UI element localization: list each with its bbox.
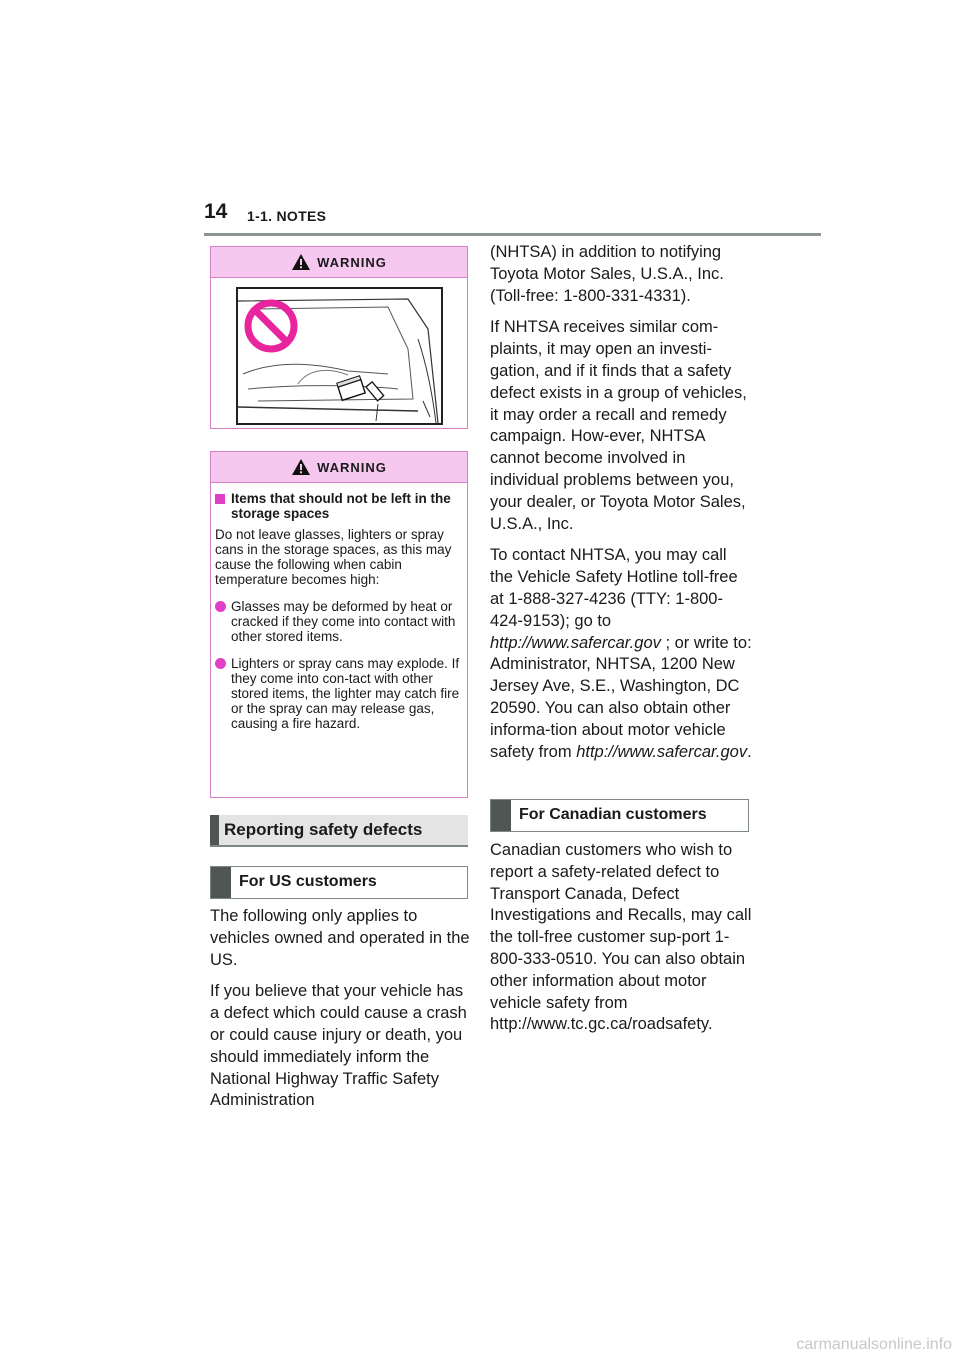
heading-bar bbox=[211, 867, 231, 898]
warning-label: WARNING bbox=[317, 254, 387, 270]
contact-text-b: ; or write to: Administrator, NHTSA, 1200 New Jersey Ave, S.E., Washington, DC 20590. You can also obtain other informa-tion about motor vehicle safety from bbox=[490, 633, 752, 761]
warning-box-storage bbox=[210, 451, 468, 798]
right-paragraph-2: If NHTSA receives similar com-plaints, it may open an investi-gation, and if it finds that a safety defect exists in a group of vehicles, it may order a recall and remedy campaign. How-ever, NHTSA cannot become involved in individual problems between you, your dealer, or Toyota Motor Sales, U.S.A., Inc. bbox=[490, 318, 747, 533]
right-paragraph-1: (NHTSA) in addition to notifying Toyota Motor Sales, U.S.A., Inc. (Toll-free: 1-800-331-4331). bbox=[490, 243, 724, 305]
storage-space-illustration bbox=[236, 287, 443, 425]
warning-subheading-text: Items that should not be left in the storage spaces bbox=[231, 491, 451, 521]
canadian-customers-heading-text: For Canadian customers bbox=[519, 806, 707, 823]
warning-triangle-icon bbox=[291, 253, 311, 271]
section-title: 1-1. NOTES bbox=[247, 208, 327, 224]
us-body bbox=[210, 906, 472, 1122]
safercar-link[interactable]: http://www.safercar.gov bbox=[490, 633, 661, 652]
warning-triangle-icon bbox=[291, 458, 311, 476]
us-paragraph-1: The following only applies to vehicles owned and operated in the US. bbox=[210, 907, 470, 969]
warning-bullet-text: Lighters or spray cans may explode. If they come into con-tact with other stored items, the lighter may catch fire or the spray can may release gas, causing a fire hazard. bbox=[231, 656, 460, 731]
safercar-link-2[interactable]: http://www.safercar.gov bbox=[576, 742, 748, 761]
warning-bullet bbox=[215, 599, 461, 644]
warning-bullet-text: Glasses may be deformed by heat or cracked if they come into contact with other stored items. bbox=[231, 599, 456, 644]
warning-subheading bbox=[215, 491, 461, 521]
bullet-dot-icon bbox=[215, 658, 226, 669]
watermark: carmanualsonline.info bbox=[796, 1336, 952, 1353]
warning-paragraph: Do not leave glasses, lighters or spray cans in the storage spaces, as this may cause the following when cabin temperature becomes high: bbox=[215, 527, 452, 587]
reporting-heading-text: Reporting safety defects bbox=[224, 820, 423, 839]
canada-paragraph-1: Canadian customers who wish to report a safety-related defect to Transport Canada, Defect Investigations and Recalls, may call the toll-free customer sup-port 1-800-333-0510. You can also obtain other information about motor vehicle safety from http://www.tc.gc.ca/roadsafety. bbox=[490, 841, 752, 1034]
contact-text-a: To contact NHTSA, you may call the Vehicle Safety Hotline toll-free at 1-888-327-4236 (TTY: 1-800-424-9153); go to bbox=[490, 546, 738, 630]
us-paragraph-2: If you believe that your vehicle has a defect which could cause a crash or could cause injury or death, you should immediately inform the National Highway Traffic Safety Administration bbox=[210, 982, 467, 1110]
right-paragraph-3 bbox=[490, 545, 752, 763]
us-customers-heading bbox=[210, 866, 468, 899]
prohibition-icon bbox=[243, 298, 299, 354]
square-bullet-icon bbox=[215, 494, 225, 504]
heading-bar bbox=[210, 815, 219, 845]
header-rule bbox=[204, 233, 821, 236]
canadian-customers-heading bbox=[490, 799, 749, 832]
warning-label: WARNING bbox=[317, 459, 387, 475]
page-number: 14 bbox=[204, 200, 228, 223]
warning-bullet bbox=[215, 656, 461, 731]
reporting-heading bbox=[210, 815, 468, 847]
heading-bar bbox=[491, 800, 511, 831]
warning-header bbox=[211, 452, 467, 483]
warning-body bbox=[211, 483, 467, 753]
canada-body bbox=[490, 840, 752, 1046]
warning-box-illustration bbox=[210, 246, 468, 429]
right-column-body bbox=[490, 242, 752, 773]
contact-text-end: . bbox=[747, 742, 752, 761]
bullet-dot-icon bbox=[215, 601, 226, 612]
us-customers-heading-text: For US customers bbox=[239, 873, 377, 890]
warning-header bbox=[211, 247, 467, 278]
